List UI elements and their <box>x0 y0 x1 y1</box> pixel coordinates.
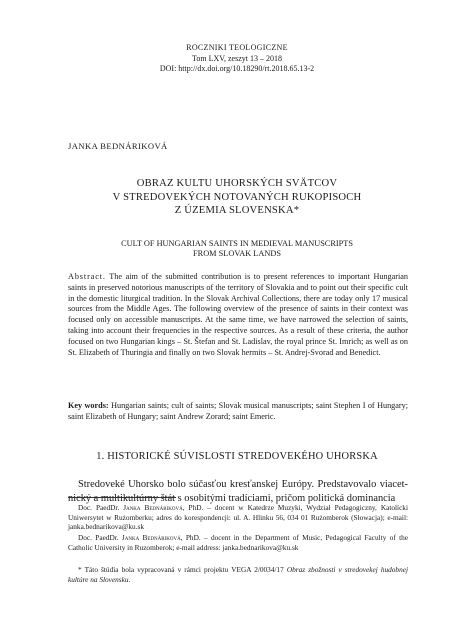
english-title <box>0 239 474 260</box>
title-line-3: Z ÚZEMIA SLOVENSKA* <box>174 205 300 217</box>
keywords-text: Hungarian saints; cult of saints; Slovak musical manuscripts; saint Stephen I of Hungary; saint Elizabeth of Hungary; saint Andrew Zorard; saint Emeric. <box>68 401 409 421</box>
footnote-polish <box>68 503 408 532</box>
abstract <box>68 272 408 358</box>
title-line-2: V STREDOVEKÝCH NOTOVANÝCH RUKOPISOCH <box>112 191 362 203</box>
subtitle-line-1: CULT OF HUNGARIAN SAINTS IN MEDIEVAL MANUSCRIPTS <box>121 239 353 248</box>
footnote-1-prefix: Doc. PaedDr. <box>78 503 124 512</box>
footnote-1-text: , PhD. – docent w Katedrze Muzyki, Wydział Pedagogiczny, Katolícki Uniwersytet w Rużomberku; adres do korespondencji: ul. A. Hlinku 56, 034 01 Rużomberok (Słowacja); e-mail: janka.bednarikova@ku.sk <box>68 503 408 532</box>
keywords <box>68 401 408 423</box>
article-title <box>0 177 474 218</box>
body-paragraph: Stredoveké Uhorsko bolo súčasťou kresťanskej Európy. Predstavovalo viacet-nický a multikultúrny štát s osobitými tradíciami, pričom politická dominancia <box>68 479 408 505</box>
section-heading: 1. HISTORICKÉ SÚVISLOSTI STREDOVEKÉHO UHORSKA <box>96 451 378 462</box>
footnote-2-prefix: Doc. PaedDr. <box>78 533 122 542</box>
footnote-grant <box>68 565 408 584</box>
author-name: JANKA BEDNÁRIKOVÁ <box>68 141 168 151</box>
abstract-label: Abstract. <box>68 272 106 281</box>
subtitle-line-2: FROM SLOVAK LANDS <box>193 249 281 259</box>
footnote-3-project-title: Obraz zbožnosti v stredovekej hudobnej kultúre na Slovensku <box>68 565 408 584</box>
title-line-1: OBRAZ KULTU UHORSKÝCH SVÄTCOV <box>136 178 338 189</box>
footnote-3-text: * Táto štúdia bola vypracovaná v rámci projektu VEGA 2/0034/17 <box>78 565 287 574</box>
abstract-text: The aim of the submitted contribution is to present references to important Hungarian saints in preserved notorious manuscripts of the territory of Slovakia and to point out their specific cult in the domestic liturgical tradition. In the Slovak Archival Collections, there are today only 17 musical sources from the Middle Ages. The following overview of the presence of saints in their context was focused only on accessible manuscripts. At the same time, we have narrowed the selection of saints, taking into account their frequencies in the respective sources. As a result of these criteria, the author focused on two Hungarian kings – St. Štefan and St. Ladislav, the royal prince St. Imrich; as well as on St. Elizabeth of Thuringia and finally on two Slovak hermits – St. Andrej-Svorad and Benedict. <box>68 272 408 357</box>
footnote-3-end: . <box>128 574 131 584</box>
journal-header <box>0 43 474 75</box>
footnote-1-author: Janka Bednáriková <box>123 503 183 512</box>
journal-name: ROCZNIKI TEOLOGICZNE <box>186 43 288 52</box>
footnote-2-text: , PhD. – docent in the Department of Music, Pedagogical Faculty of the Catholic University in Ruzomberok; e-mail address: janka.bednarikova@ku.sk <box>68 533 408 552</box>
footnote-english <box>68 533 408 552</box>
keywords-label: Key words: <box>68 401 109 410</box>
footnote-divider <box>68 497 176 498</box>
journal-issue: Tom LXV, zeszyt 13 – 2018 <box>192 53 282 63</box>
journal-doi[interactable]: DOI: http://dx.doi.org/10.18290/rt.2018.65.13-2 <box>159 64 315 73</box>
footnote-2-author: Janka Bednáriková <box>121 533 181 542</box>
